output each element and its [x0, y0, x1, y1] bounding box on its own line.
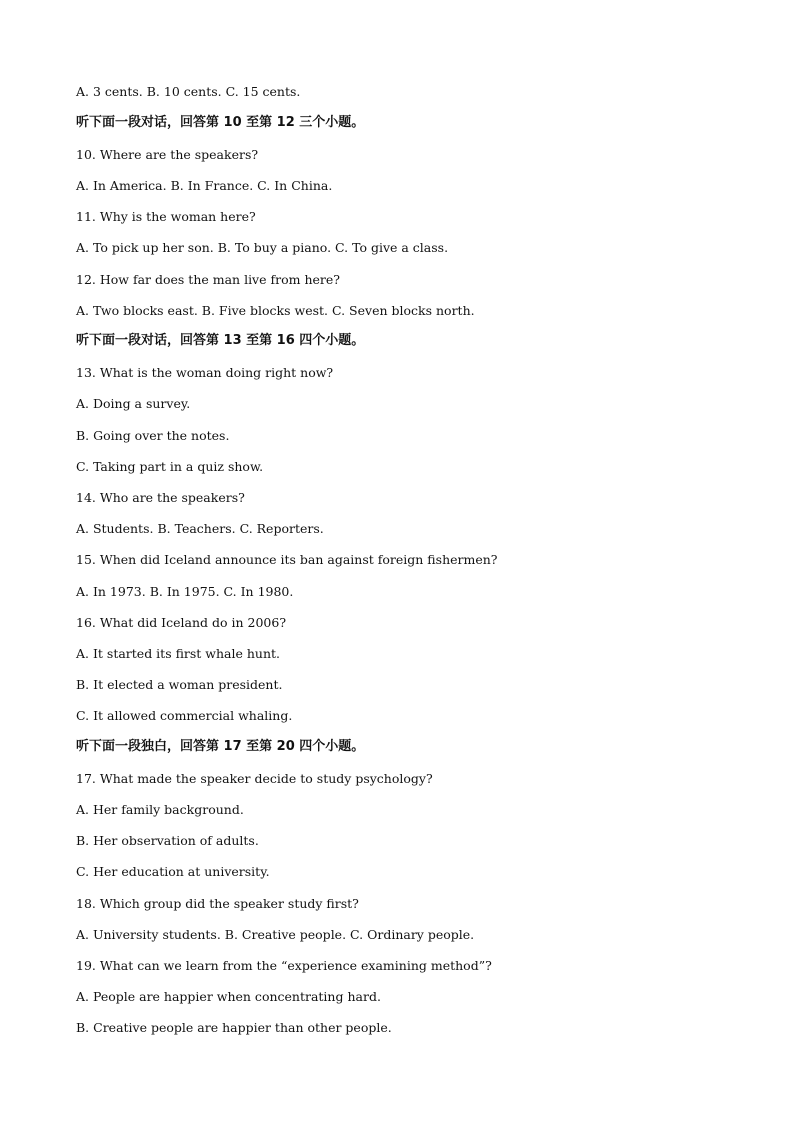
- question-15: 15. When did Iceland announce its ban against foreign fishermen?: [76, 552, 498, 567]
- answer-options-12: A. Two blocks east. B. Five blocks west. C. Seven blocks north.: [76, 303, 475, 318]
- section-heading-13-16: 听下面一段对话，回答第 13 至第 16 四个小题。: [76, 333, 365, 348]
- answer-options-11: A. To pick up her son. B. To buy a piano. C. To give a class.: [76, 240, 449, 255]
- answer-19-b: B. Creative people are happier than other people.: [76, 1020, 392, 1035]
- answer-options-14: A. Students. B. Teachers. C. Reporters.: [76, 521, 324, 536]
- answer-options-15: A. In 1973. B. In 1975. C. In 1980.: [76, 584, 294, 599]
- answer-options-10: A. In America. B. In France. C. In China.: [76, 178, 333, 193]
- answer-17-b: B. Her observation of adults.: [76, 833, 259, 848]
- answer-17-a: A. Her family background.: [76, 802, 244, 817]
- question-13: 13. What is the woman doing right now?: [76, 365, 334, 380]
- answer-16-a: A. It started its first whale hunt.: [76, 646, 281, 661]
- answer-16-b: B. It elected a woman president.: [76, 677, 283, 692]
- question-11: 11. Why is the woman here?: [76, 209, 256, 224]
- answer-13-a: A. Doing a survey.: [76, 396, 191, 411]
- answer-17-c: C. Her education at university.: [76, 864, 270, 879]
- answer-16-c: C. It allowed commercial whaling.: [76, 708, 293, 723]
- question-10: 10. Where are the speakers?: [76, 147, 259, 162]
- answer-options-9: A. 3 cents. B. 10 cents. C. 15 cents.: [76, 84, 301, 99]
- answer-13-b: B. Going over the notes.: [76, 428, 230, 443]
- question-18: 18. Which group did the speaker study first?: [76, 896, 359, 911]
- answer-options-18: A. University students. B. Creative people. C. Ordinary people.: [76, 927, 475, 942]
- question-12: 12. How far does the man live from here?: [76, 272, 340, 287]
- section-heading-17-20: 听下面一段独白，回答第 17 至第 20 四个小题。: [76, 739, 365, 754]
- question-17: 17. What made the speaker decide to study psychology?: [76, 771, 433, 786]
- answer-19-a: A. People are happier when concentrating hard.: [76, 989, 381, 1004]
- section-heading-10-12: 听下面一段对话，回答第 10 至第 12 三个小题。: [76, 115, 365, 130]
- question-16: 16. What did Iceland do in 2006?: [76, 615, 287, 630]
- question-19: 19. What can we learn from the “experience examining method”?: [76, 958, 492, 973]
- answer-13-c: C. Taking part in a quiz show.: [76, 459, 264, 474]
- question-14: 14. Who are the speakers?: [76, 490, 245, 505]
